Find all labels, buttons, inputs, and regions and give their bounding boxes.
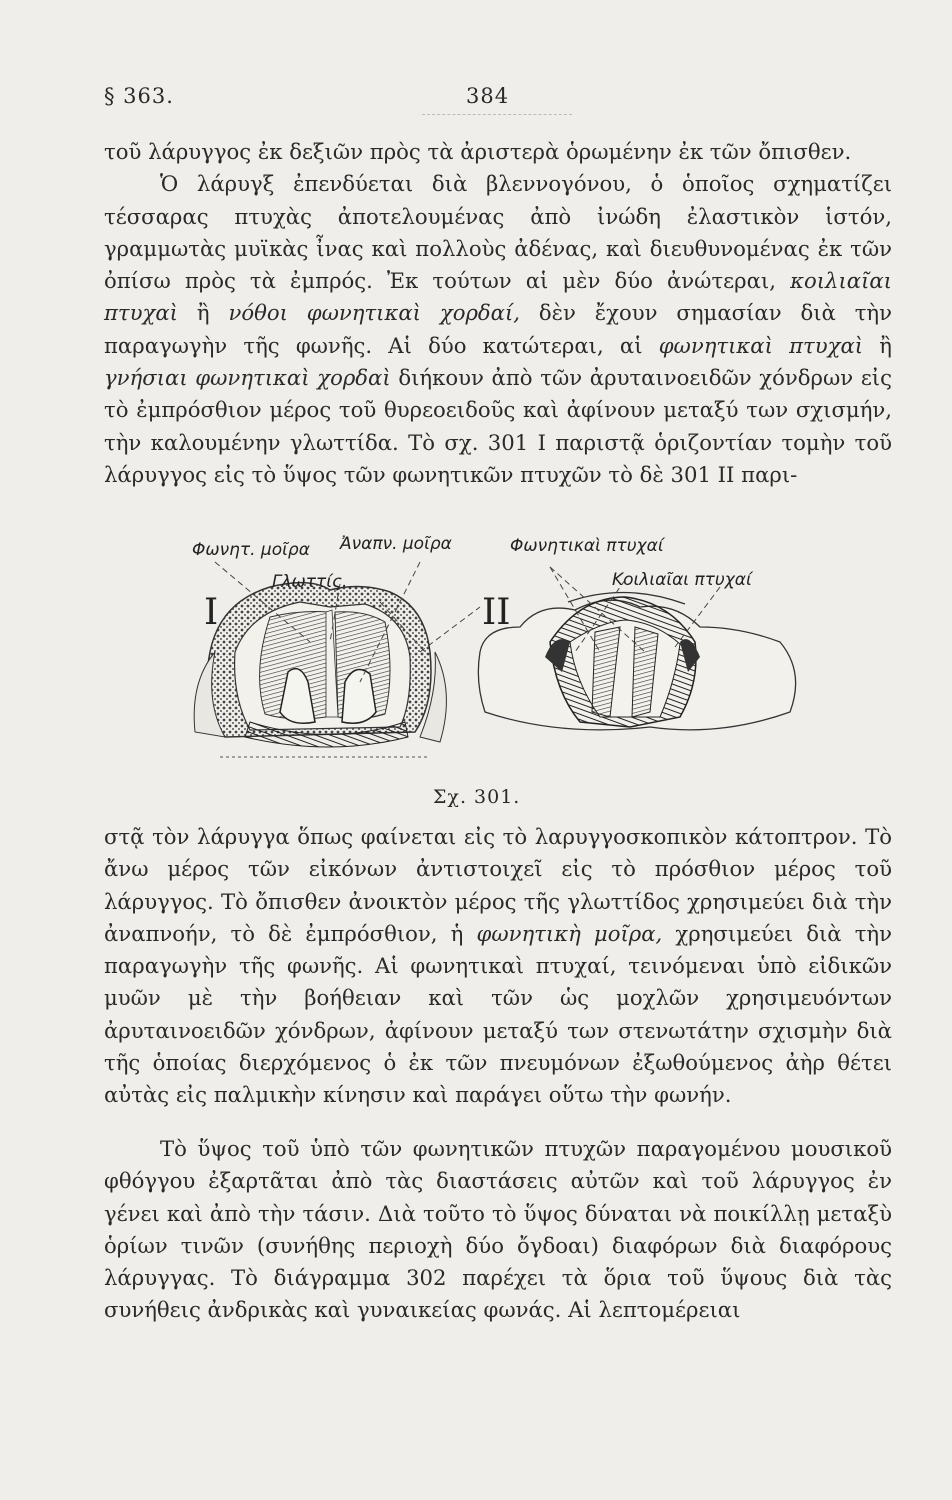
text-run: στᾷ τὸν λάρυγγα ὅπως φαίνεται εἰς τὸ λαρυγγοσκοπικὸν κάτοπτρον. Τὸ ἄνω μέρος τῶν εἰκόνων ἀντιστοιχεῖ εἰς τὸ πρόσθιον μέρος τοῦ λάρυγγος. Τὸ ὄπισθεν ἀνοικτὸν μέρος τῆς γλωττίδος χρησιμεύει διὰ τὴν ἀναπνοήν, τὸ δὲ ἐμπρόσθιον, ἡ: [104, 824, 892, 946]
paragraph-pitch: [104, 1133, 892, 1327]
text-run: τοῦ λάρυγγος ἐκ δεξιῶν πρὸς τὰ ἀριστερὰ ὁρωμένην ἐκ τῶν ὄπισθεν.: [104, 139, 852, 164]
text-run: ἢ: [863, 332, 892, 358]
numeral-I: Ι: [204, 592, 219, 633]
term-phonitiki-moira: φωνητικὴ μοῖρα,: [476, 920, 663, 946]
paragraph-continuation: [104, 136, 892, 168]
text-run: διήκουν ἀπὸ τῶν ἀρυταινοειδῶν χόνδρων εἰς τὸ ἐμπρόσθιον μέρος τοῦ θυρεοειδοῦς καὶ ἀφίνουν μεταξύ των σχισμήν, τὴν καλουμένην γλωττίδα. Τὸ σχ. 301 Ι παριστᾷ ὁριζοντίαν τομὴν τοῦ λάρυγγος εἰς τὸ ὕψος τῶν φωνητικῶν πτυχῶν τὸ δὲ 301 ΙΙ παρι-: [104, 365, 892, 487]
page-number: 384: [466, 84, 510, 108]
label-phonitikai-ptychai: Φωνητικαὶ πτυχαί: [510, 536, 664, 556]
text-block-bottom: [104, 1133, 892, 1327]
figure-caption: Σχ. 301.: [433, 786, 521, 808]
label-glottis: Γλωττίς.: [272, 572, 348, 592]
text-run: Ὁ λάρυγξ ἐπενδύεται διὰ βλεννογόνου, ὁ ὁποῖος σχηματίζει τέσσαρας πτυχὰς ἀποτελουμένας ἀπὸ ἰνώδη ἐλαστικὸν ἱστόν, γραμμωτὰς μυϊκὰς ἶνας καὶ πολλοὺς ἀδένας, καὶ διευθυνομένας ἐκ τῶν ὀπίσω πρὸς τὰ ἐμπρός. Ἐκ τούτων αἱ μὲν δύο ἀνώτεραι,: [104, 171, 892, 294]
term-phonitikai-ptychai: φωνητικαὶ πτυχαὶ: [658, 332, 864, 358]
numeral-II: ΙΙ: [482, 592, 511, 633]
term-nothoi-chordai: νόθοι φωνητικαὶ χορδαί,: [228, 300, 521, 326]
text-run: Τὸ ὕψος τοῦ ὑπὸ τῶν φωνητικῶν πτυχῶν παραγομένου μουσικοῦ φθόγγου ἐξαρτᾶται ἀπὸ τὰς διαστάσεις αὐτῶν καὶ τοῦ λάρυγγος ἐν γένει καὶ ἀπὸ τὴν τάσιν. Διὰ τοῦτο τὸ ὕψος δύναται νὰ ποικίλλῃ μεταξὺ ὁρίων τινῶν (συνήθης περιοχὴ δύο ὄγδοαι) διαφόρων διὰ διαφόρους λάρυγγας. Τὸ διάγραμμα 302 παρέχει τὰ ὅρια τοῦ ὕψους διὰ τὰς συνήθεις ἀνδρικὰς καὶ γυναικείας φωνάς. Αἱ λεπτομέρειαι: [104, 1136, 892, 1323]
term-gnisiai-chordai: γνήσιαι φωνητικαὶ χορδαὶ: [104, 365, 391, 391]
section-number: § 363.: [104, 84, 174, 108]
term-koiliaiai: κοιλιαῖαι πτυχαὶ: [104, 268, 892, 326]
page-header: [104, 84, 892, 114]
text-block-middle: [104, 821, 892, 1112]
text-run: δὲν ἔχουν σημασίαν διὰ τὴν παραγωγὴν τῆς φωνῆς. Αἱ δύο κατώτεραι, αἱ: [104, 300, 892, 358]
label-anapnoi-moira: Ἀναπν. μοῖρα: [340, 534, 452, 554]
text-run: ἢ: [177, 300, 229, 326]
figure-301: [180, 532, 820, 792]
paragraph-larynx-folds: [104, 168, 892, 491]
label-koiliaiai-ptychai: Κοιλιαῖαι πτυχαί: [612, 570, 752, 590]
section-II-drawing: [478, 592, 795, 729]
header-rule: [422, 114, 572, 115]
text-run: χρησιμεύει διὰ τὴν παραγωγὴν τῆς φωνῆς. Αἱ φωνητικαὶ πτυχαί, τεινόμεναι ὑπὸ εἰδικῶν μυῶν μὲ τὴν βοήθειαν καὶ τῶν ὡς μοχλῶν χρησιμευόντων ἀρυταινοειδῶν χόνδρων, ἀφίνουν μεταξύ των στενωτάτην σχισμὴν διὰ τῆς ὁποίας διερχόμενος ὁ ἐκ τῶν πνευμόνων ἐξωθούμενος ἀὴρ θέτει αὐτὰς εἰς παλμικὴν κίνησιν καὶ παράγει οὕτω τὴν φωνήν.: [104, 920, 892, 1108]
section-I-drawing: [194, 583, 446, 757]
label-phonitiki-moira: Φωνητ. μοῖρα: [192, 540, 310, 560]
text-block-top: [104, 136, 892, 491]
paragraph-laryngoscope: [104, 821, 892, 1112]
